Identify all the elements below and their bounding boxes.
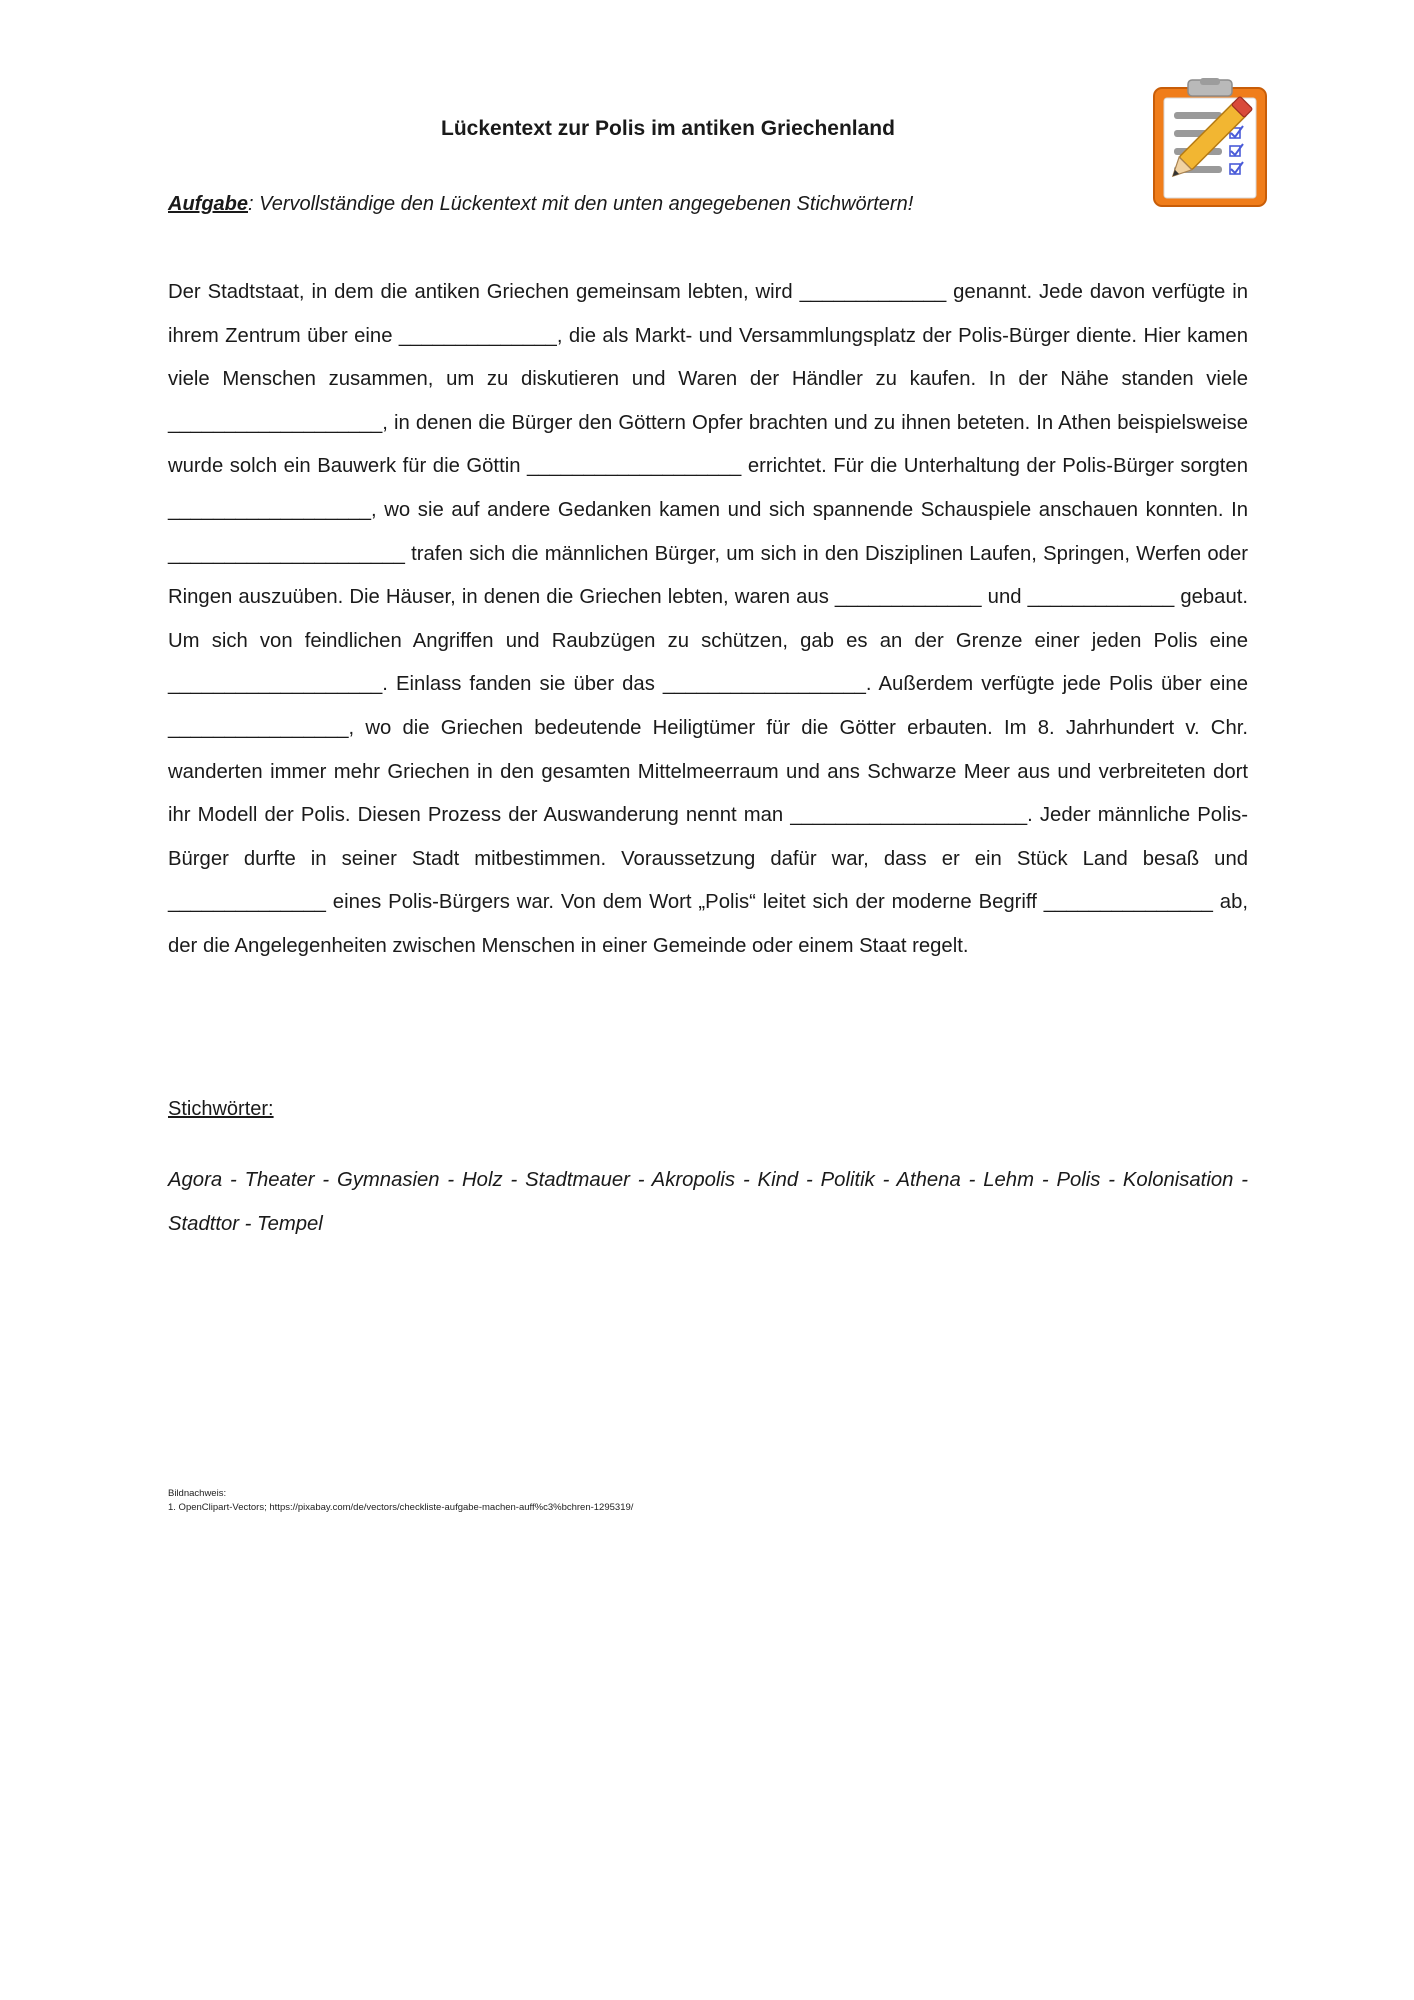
keywords-list: Agora - Theater - Gymnasien - Holz - Stadtmauer - Akropolis - Kind - Politik - Athena - Lehm - Polis - Kolonisation - Stadttor - Tempel	[168, 1169, 1248, 1235]
keywords-heading: Stichwörter:	[168, 1098, 274, 1120]
credits-heading: Bildnachweis:	[168, 1488, 227, 1499]
cloze-text: Der Stadtstaat, in dem die antiken Griechen gemeinsam lebten, wird _____________ genannt. Jede davon verfügte in ihrem Zentrum über eine ______________, die als Markt- und Versammlungsplatz der Polis-Bürger diente. Hier kamen viele Menschen zusammen, um zu diskutieren und Waren der Händler zu kaufen. In der Nähe standen viele ___________________, in denen die Bürger den Göttern Opfer brachten und zu ihnen beteten. In Athen beispielsweise wurde solch ein Bauwerk für die Göttin ___________________ errichtet. Für die Unterhaltung der Polis-Bürger sorgten __________________, wo sie auf andere Gedanken kamen und sich spannende Schauspiele anschauen konnten. In _____________________ trafen sich die männlichen Bürger, um sich in den Disziplinen Laufen, Springen, Werfen oder Ringen auszuüben. Die Häuser, in denen die Griechen lebten, waren aus _____________ und _____________ gebaut. Um sich von feindlichen Angriffen und Raubzügen zu schützen, gab es an der Grenze einer jeden Polis eine ___________________. Einlass fanden sie über das __________________. Außerdem verfügte jede Polis über eine ________________, wo die Griechen bedeutende Heiligtümer für die Götter erbauten. Im 8. Jahrhundert v. Chr. wanderten immer mehr Griechen in den gesamten Mittelmeerraum und ans Schwarze Meer aus und verbreiteten dort ihr Modell der Polis. Diesen Prozess der Auswanderung nennt man _____________________. Jeder männliche Polis-Bürger durfte in seiner Stadt mitbestimmen. Voraussetzung dafür war, dass er ein Stück Land besaß und ______________ eines Polis-Bürgers war. Von dem Wort „Polis“ leitet sich der moderne Begriff _______________ ab, der die Angelegenheiten zwischen Menschen in einer Gemeinde oder einem Staat regelt.	[168, 281, 1248, 957]
credits-line: 1. OpenClipart-Vectors; https://pixabay.com/de/vectors/checkliste-aufgabe-machen-auff%c3%bchren-1295319/	[168, 1502, 634, 1513]
image-credits	[168, 1487, 633, 1515]
task-label: Aufgabe	[168, 193, 248, 215]
clipboard-checklist-icon	[1150, 78, 1272, 210]
task-text: : Vervollständige den Lückentext mit den unten angegebenen Stichwörtern!	[248, 193, 914, 215]
worksheet-title: Lückentext zur Polis im antiken Griechenland	[441, 117, 895, 140]
task-instruction	[168, 193, 1248, 216]
